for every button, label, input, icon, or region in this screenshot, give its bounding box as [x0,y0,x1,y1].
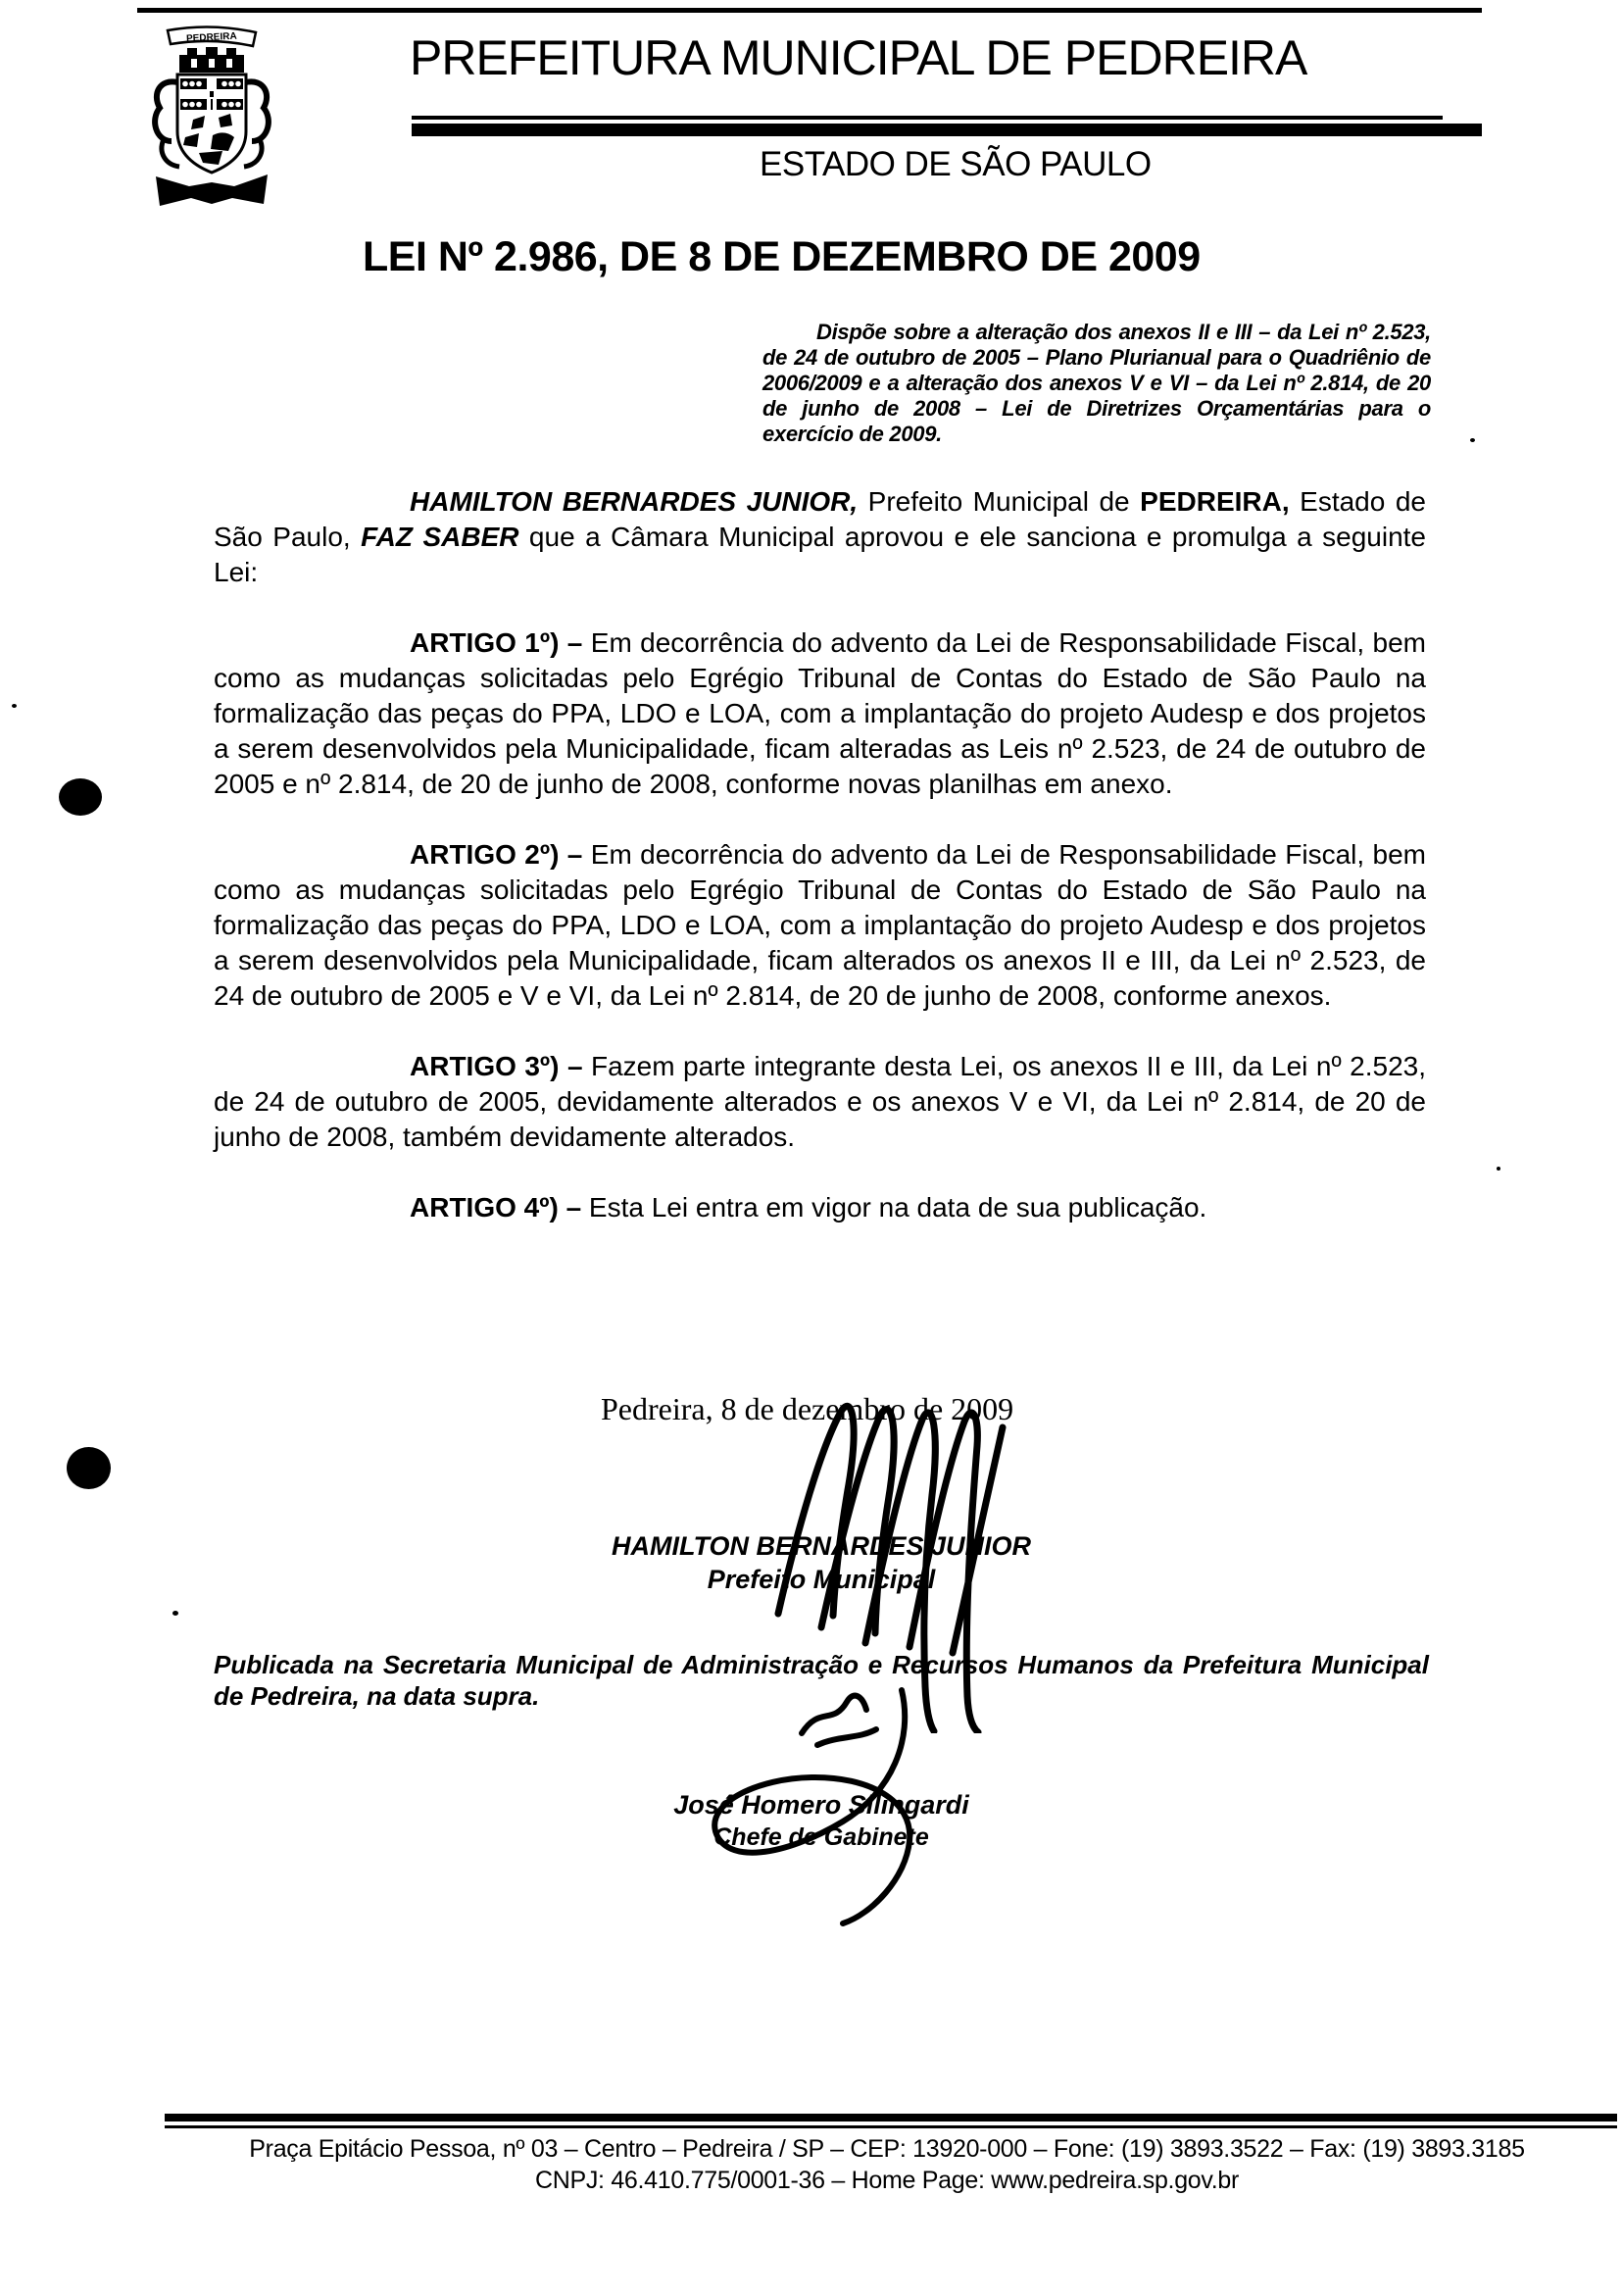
preamble-text-2: Estado de São Paulo, [214,486,1426,552]
crest-left-flourish [155,81,177,141]
scan-speck [12,704,17,708]
article-3 [214,1049,1426,1155]
faz-saber-inline: FAZ SABER [361,522,519,552]
article-2 [214,837,1426,1014]
law-title: LEI Nº 2.986, DE 8 DE DEZEMBRO DE 2009 [363,233,1201,280]
article-4 [214,1190,1426,1225]
org-name: PREFEITURA MUNICIPAL DE PEDREIRA [410,30,1307,85]
hole-punch-mark [59,778,102,816]
preamble-text-3: que a Câmara Municipal aprovou e ele sanciona e promulga a seguinte Lei: [214,522,1426,587]
preamble-text-1: Prefeito Municipal de [858,486,1141,517]
publication-note: Publicada na Secretaria Municipal de Administração e Recursos Humanos da Prefeitura Municipal de Pedreira, na data supra. [214,1650,1429,1711]
mayor-signature-role: Prefeito Municipal [707,1565,936,1594]
footer-address: Praça Epitácio Pessoa, nº 03 – Centro – Pedreira / SP – CEP: 13920-000 – Fone: (19) 3893.3522 – Fax: (19) 3893.3185 [249,2135,1525,2163]
chief-signature-name: José Homero Silingardi [673,1790,969,1820]
crest-banner-text: PEDREIRA [185,30,237,45]
scan-speck [1497,1167,1500,1171]
footer-rule-thin [165,2125,1617,2128]
article-4-label: ARTIGO 4º) – [410,1192,582,1223]
header-rule-thin [412,116,1443,120]
footer-rule-thick [165,2114,1617,2121]
article-2-label: ARTIGO 2º) – [410,839,583,870]
preamble-paragraph [214,484,1426,590]
state-name: ESTADO DE SÃO PAULO [760,145,1152,183]
article-4-text: Esta Lei entra em vigor na data de sua publicação. [581,1192,1207,1223]
coat-of-arms [133,22,290,214]
hole-punch-mark [67,1447,111,1489]
article-1-label: ARTIGO 1º) – [410,627,583,658]
scan-speck [172,1611,178,1616]
mayor-name-inline: HAMILTON BERNARDES JUNIOR, [410,486,859,517]
law-summary: Dispõe sobre a alteração dos anexos II e III – da Lei nº 2.523, de 24 de outubro de 2005 – Plano Plurianual para o Quadriênio de 2006/2009 e a alteração dos anexos V e VI – da Lei nº 2.814, de 20 de junho de 2008 – Lei de Diretrizes Orçamentárias para o exercício de 2009. [762,320,1431,446]
article-3-label: ARTIGO 3º) – [410,1051,583,1081]
article-2-text: Em decorrência do advento da Lei de Responsabilidade Fiscal, bem como as mudanças solicitadas pelo Egrégio Tribunal de Contas do Estado de São Paulo na formalização das peças do PPA, LDO e LOA, com a implantação do projeto Audesp e dos projetos a serem desenvolvidos pela Municipalidade, ficam alterados os anexos II e III, da Lei nº 2.523, de 24 de outubro de 2005 e V e VI, da Lei nº 2.814, de 20 de junho de 2008, conforme anexos. [214,839,1427,1011]
chief-signature-role: Chefe de Gabinete [713,1823,929,1851]
city-name-inline: PEDREIRA, [1140,486,1290,517]
article-1-text: Em decorrência do advento da Lei de Responsabilidade Fiscal, bem como as mudanças solicitadas pelo Egrégio Tribunal de Contas do Estado de São Paulo na formalização das peças do PPA, LDO e LOA, com a implantação do projeto Audesp e dos projetos a serem desenvolvidos pela Municipalidade, ficam alteradas as Leis nº 2.523, de 24 de outubro de 2005 e nº 2.814, de 20 de junho de 2008, conforme novas planilhas em anexo. [214,627,1427,799]
scan-speck [1470,438,1475,442]
crest-right-flourish [246,81,269,141]
crest-bottom-ribbon [156,175,268,206]
header-rule-thick [412,124,1482,136]
article-3-text: Fazem parte integrante desta Lei, os anexos II e III, da Lei nº 2.523, de 24 de outubro de 2005, devidamente alterados e os anexos V e VI, da Lei nº 2.814, de 20 de junho de 2008, também devidamente alterados. [214,1051,1426,1152]
law-body [214,484,1426,1261]
header-top-rule [137,8,1482,13]
mayor-signature-name: HAMILTON BERNARDES JUNIOR [611,1531,1032,1561]
article-1 [214,625,1426,802]
dateline: Pedreira, 8 de dezembro de 2009 [601,1391,1014,1426]
footer-cnpj: CNPJ: 46.410.775/0001-36 – Home Page: www.pedreira.sp.gov.br [534,2167,1240,2194]
